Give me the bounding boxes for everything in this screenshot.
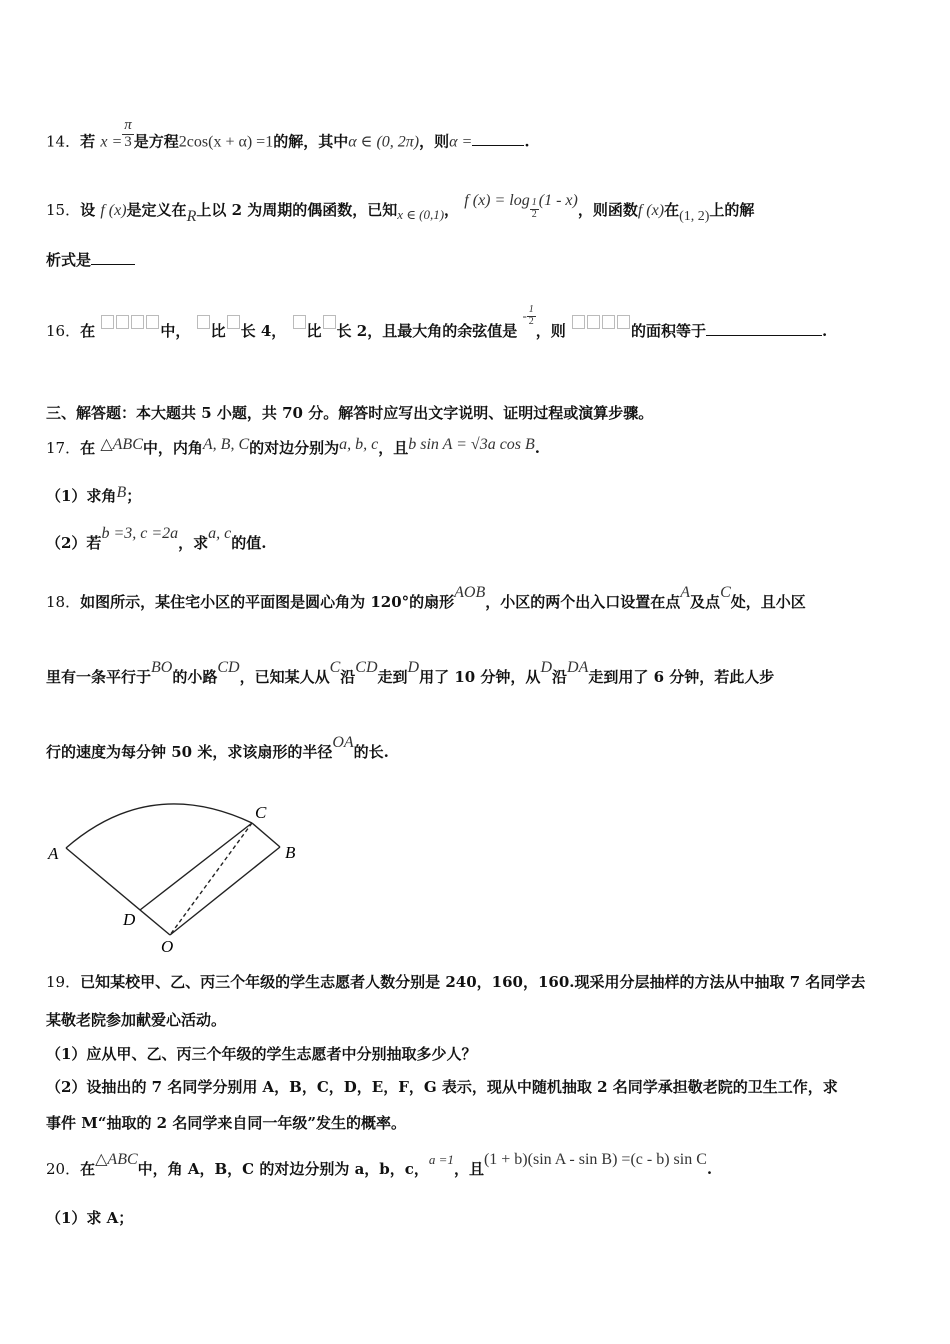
question-19-line-2: 某敬老院参加献爱心活动。 bbox=[46, 1011, 227, 1029]
question-17-part-2: （2）若b =3, c =2a，求a, c的值. bbox=[46, 525, 267, 552]
question-17-part-1: （1）求角B； bbox=[46, 484, 142, 505]
missing-glyph bbox=[196, 312, 211, 330]
question-20-part-1: （1）求 A； bbox=[46, 1209, 134, 1227]
fraction-pi-over-3: $\frac{\pi}{3}$ bbox=[124, 117, 132, 150]
sector-diagram bbox=[40, 795, 320, 960]
answer-blank bbox=[706, 335, 822, 336]
question-19-part-2: （2）设抽出的 7 名同学分别用 A，B，C，D，E，F，G 表示，现从中随机抽取 2 名同学承担敬老院的卫生工作，求 bbox=[46, 1078, 838, 1096]
answer-blank bbox=[91, 264, 135, 265]
label-B: B bbox=[285, 843, 296, 862]
arc-AC bbox=[66, 804, 252, 848]
arc-CB bbox=[252, 823, 280, 847]
missing-glyph bbox=[571, 312, 631, 330]
question-19-part-2-line-2: 事件 M“抽取的 2 名同学来自同一年级”发生的概率。 bbox=[46, 1114, 406, 1132]
question-18-line-3: 行的速度为每分钟 50 米，求该扇形的半径OA的长. bbox=[46, 734, 389, 761]
log-base-half: $\frac{1}{2}$ bbox=[531, 197, 537, 220]
question-17: 17．在 △ABC中，内角A, B, C的对边分别为a, b, c，且b sin A = √3a cos B. bbox=[46, 436, 541, 457]
question-19-part-1: （1）应从甲、乙、丙三个年级的学生志愿者中分别抽取多少人？ bbox=[46, 1045, 477, 1063]
question-15-line-2: 析式是 bbox=[46, 249, 135, 270]
question-15: 15．设 f (x)是定义在R上以 2 为周期的偶函数，已知x ∈ (0,1)， f (x) = log $\frac{1}{2}$ (1 - x)，则函数f (x)在(1, 2)上的解 bbox=[46, 192, 755, 225]
section-title: 三、解答题：本大题共 5 小题，共 70 分。解答时应写出文字说明、证明过程或演算步骤。 bbox=[46, 404, 654, 422]
fraction-one-half: $\frac{1}{2}$ bbox=[528, 304, 534, 327]
question-14: 14．若 x = $\frac{\pi}{3}$ 是方程2cos(x + α) =1的解，其中α ∈ (0, 2π)，则α = . bbox=[46, 117, 530, 151]
label-O: O bbox=[161, 937, 174, 956]
label-A: A bbox=[48, 844, 59, 863]
question-20: 20．在△ABC中，角 A，B，C 的对边分别为 a，b，c，a =1，且(1 + b)(sin A - sin B) =(c - b) sin C. bbox=[46, 1151, 713, 1178]
question-19: 19．已知某校甲、乙、丙三个年级的学生志愿者人数分别是 240，160，160.现采用分层抽样的方法从中抽取 7 名同学去 bbox=[46, 973, 866, 991]
question-18: 18．如图所示，某住宅小区的平面图是圆心角为 120°的扇形AOB，小区的两个出入口设置在点A及点C处，且小区 bbox=[46, 584, 806, 611]
radius-OA bbox=[66, 848, 170, 935]
missing-glyph bbox=[100, 312, 160, 330]
question-16: 16．在 中， 比 长 4， 比 长 2，且最大角的余弦值是 - $\frac{1}{2}$ ，则 的面积等于 . bbox=[46, 304, 828, 340]
missing-glyph bbox=[226, 312, 241, 330]
answer-blank bbox=[472, 145, 524, 146]
path-CD bbox=[140, 823, 252, 910]
missing-glyph bbox=[292, 312, 307, 330]
missing-glyph bbox=[322, 312, 337, 330]
question-18-line-2: 里有一条平行于BO的小路CD，已知某人从C沿CD走到D用了 10 分钟，从D沿DA走到用了 6 分钟，若此人步 bbox=[46, 659, 775, 686]
label-C: C bbox=[255, 803, 267, 822]
label-D: D bbox=[123, 910, 136, 929]
